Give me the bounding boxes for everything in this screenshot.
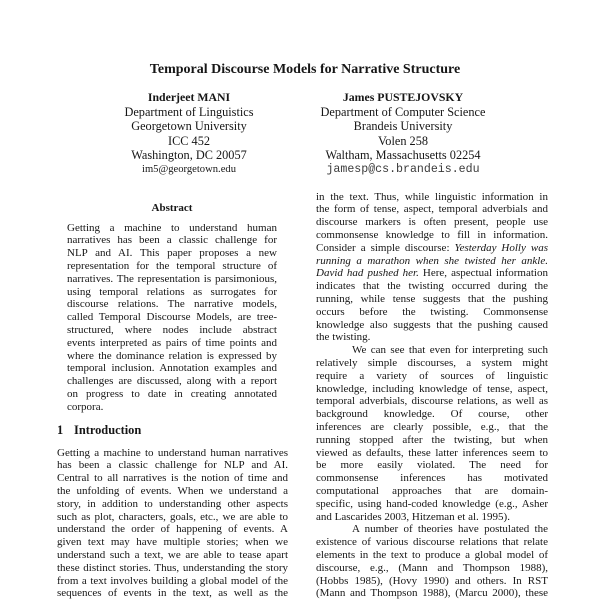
text-line: discourse relations. The narrative models, xyxy=(67,298,277,311)
text-line: and Lascarides 2003, Hitzeman et al. 1995). xyxy=(316,510,510,523)
text-line: sequences of events in the text, as well as the xyxy=(57,587,288,600)
text-line xyxy=(316,242,548,255)
text-line: story, in addition to understanding other aspects xyxy=(57,497,288,510)
text-line: such as plot, characters, goals, etc., we are able to xyxy=(57,510,288,523)
text-line: these distinct stories. Thus, understanding the story xyxy=(57,561,288,574)
italic-example-text: running a marathon when she twisted her ankle. xyxy=(316,254,548,267)
author-name: Inderjeet MANI xyxy=(147,90,231,104)
text-line: understand the order of happening of events. A xyxy=(57,523,288,536)
text-line: computational approaches that are domain- xyxy=(316,484,548,497)
text-line: the form of tense, aspect, temporal adverbials and xyxy=(316,203,548,216)
text-line: the twisting. xyxy=(316,331,371,344)
text-line: narratives. The representation is parsimonious, xyxy=(67,272,277,285)
text-line: given text may have multiple stories; when we xyxy=(57,536,288,549)
author-university: Brandeis University xyxy=(353,119,453,133)
text-line: understand such a text, we are able to tease apart xyxy=(57,548,288,561)
italic-example-text: Yesterday Holly was xyxy=(454,241,548,254)
text-line: existence of various discourse relations that relate xyxy=(316,536,548,549)
text-line: background knowledge. Of course, other xyxy=(316,408,548,421)
text-line: the unfolding of events. When we understand a xyxy=(57,484,288,497)
right-column-body xyxy=(316,191,548,600)
text-line: where the dominance relation is expressed by xyxy=(67,349,277,362)
author-city: Waltham, Massachusetts 02254 xyxy=(325,148,481,162)
text-line: viewed as defaults, these latter inferences seem to xyxy=(316,446,548,459)
text-line: on progress to date in creating annotated xyxy=(67,387,277,400)
text-line: inferences are clearly possible, e.g., that the xyxy=(316,420,548,433)
text-line: (Mann and Thompson 1988), (Marcu 2000), these xyxy=(316,587,548,600)
text-line: temporal inclusion. Annotation examples and xyxy=(67,362,277,375)
text-line: elements in the text to produce a global model of xyxy=(316,548,548,561)
author-block-2 xyxy=(273,90,533,177)
text-line: discourse, e.g., (Mann and Thompson 1988), xyxy=(316,561,548,574)
text-line: (Hobbs 1985), (Hovy 1990) and others. In RST xyxy=(316,574,548,587)
text-line xyxy=(316,267,548,280)
author-department: Department of Computer Science xyxy=(320,104,486,119)
text-line: indicates that the twisting occurred during the xyxy=(316,280,548,293)
text-line: Central to all narratives is the notion of time and xyxy=(57,472,288,485)
section-number: 1 xyxy=(57,422,64,437)
text-line: using temporal relations as surrogates for xyxy=(67,285,277,298)
text-line: temporal adverbials, discourse relations, as well as xyxy=(316,395,548,408)
text-line: has been a classic challenge for NLP and AI. xyxy=(57,459,288,472)
text-line: be more easily violated. The need for xyxy=(316,459,548,472)
text-line: challenges are discussed, along with a report xyxy=(67,375,277,388)
text-line: called Temporal Discourse Models, are tree- xyxy=(67,311,277,324)
introduction-body xyxy=(57,447,288,600)
text-line: specific, using hand-coded knowledge (e.g., Asher xyxy=(316,497,548,510)
author-email: jamesp@cs.brandeis.edu xyxy=(326,162,480,176)
text-line: commonsense inferences has motivated xyxy=(316,472,548,485)
text-line xyxy=(316,255,548,268)
text-line: events interpreted as pairs of time points and xyxy=(67,336,277,349)
author-department: Department of Linguistics xyxy=(124,104,254,119)
author-address: ICC 452 xyxy=(167,133,211,148)
text-line: NLP and AI. This paper proposes a new xyxy=(67,247,277,260)
section-heading xyxy=(57,423,141,438)
text-line: knowledge also suggests that the pushing caused xyxy=(316,318,548,331)
text-line: representation for the temporal structure of xyxy=(67,259,277,272)
text-line: We can see that even for interpreting such xyxy=(352,344,548,357)
text-line: narratives has been a classic challenge for xyxy=(67,234,277,247)
author-address: Volen 258 xyxy=(378,133,428,148)
text-line: corpora. xyxy=(67,400,104,413)
text-line: knowledge, including knowledge of tense, aspect, xyxy=(316,382,548,395)
text-line: require a variety of sources of linguistic xyxy=(316,369,548,382)
text-line: in the text. Thus, while linguistic information in xyxy=(316,190,548,203)
text-line: Getting a machine to understand human xyxy=(67,221,277,234)
text-span: Here, aspectual information xyxy=(418,267,548,280)
text-line: occurs before the twisting. Commonsense xyxy=(316,305,548,318)
author-name: James PUSTEJOVSKY xyxy=(342,90,464,104)
text-line: relatively simple discourses, a system might xyxy=(316,356,548,369)
text-line: Getting a machine to understand human narratives xyxy=(57,446,288,459)
paper-title: Temporal Discourse Models for Narrative Structure xyxy=(149,62,461,77)
author-city: Washington, DC 20057 xyxy=(131,148,247,162)
text-line: commonsense knowledge to fill in information. xyxy=(316,228,548,241)
abstract-body xyxy=(67,222,277,414)
text-line: structured, where nodes include abstract xyxy=(67,323,277,336)
text-line: running stopped after the twisting, but when xyxy=(316,433,548,446)
text-line: from a text involves building a global model of the xyxy=(57,574,288,587)
author-email: im5@georgetown.edu xyxy=(142,163,236,175)
author-university: Georgetown University xyxy=(131,119,247,133)
text-line: A number of theories have postulated the xyxy=(352,523,548,536)
text-span: Consider a simple discourse: xyxy=(316,241,455,254)
text-line: running, while tense suggests that the pushing xyxy=(316,292,548,305)
abstract-heading: Abstract xyxy=(151,202,193,214)
italic-example-text: David had pushed her. xyxy=(316,267,419,280)
text-line: discourse markers is often present, people use xyxy=(316,216,548,229)
section-title: Introduction xyxy=(74,422,142,437)
